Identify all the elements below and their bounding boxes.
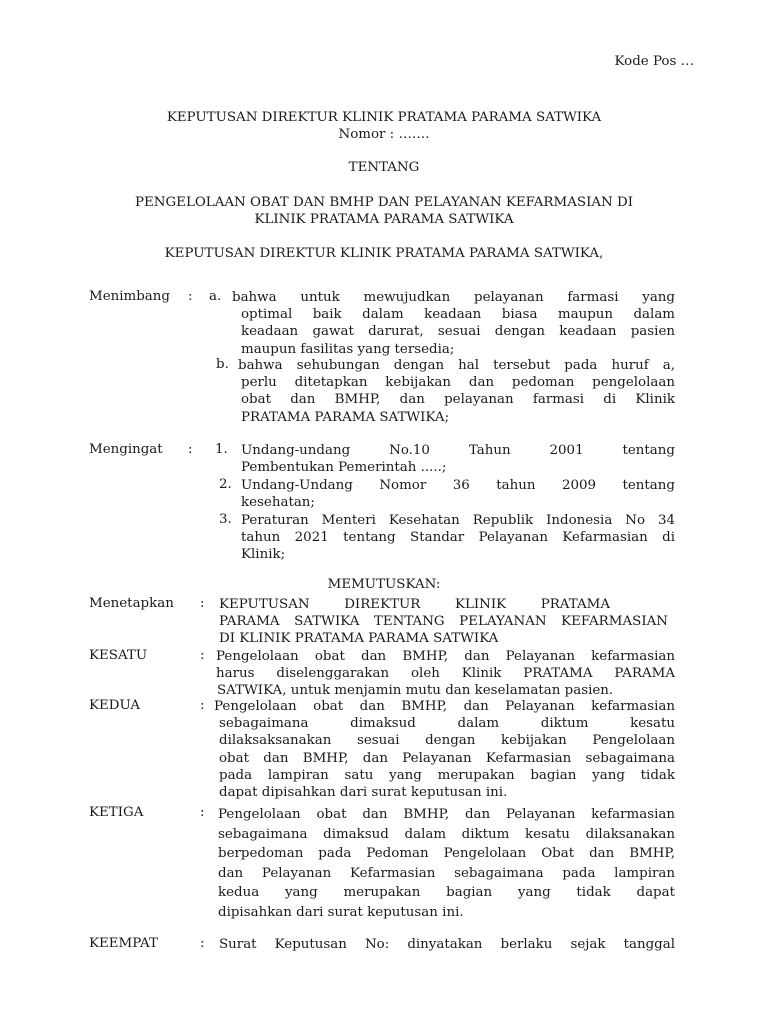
mengingat-marker-2: 2.	[219, 477, 232, 492]
menimbang-item-a	[232, 289, 675, 358]
text-line: obat dan BMHP, dan pelayanan farmasi di Klinik	[241, 392, 675, 408]
text-line: Pengelolaan obat dan BMHP, dan Pelayanan kefarmasian	[216, 649, 675, 664]
postal-code: Kode Pos …	[614, 54, 694, 69]
subject-line-2: KLINIK PRATAMA PARAMA SATWIKA	[254, 212, 514, 227]
issuer-line: KEPUTUSAN DIREKTUR KLINIK PRATAMA PARAMA SATWIKA,	[164, 246, 604, 261]
text-line: harus diselenggarakan oleh Klinik PRATAMA PARAMA	[216, 666, 675, 682]
ketiga-colon: :	[200, 805, 205, 820]
kedua-label: KEDUA	[89, 698, 141, 713]
text-line: bahwa sehubungan dengan hal tersebut pada huruf a,	[238, 358, 675, 373]
text-line: kedua yang merupakan bagian yang tidak dapat	[218, 885, 675, 901]
text-line: bahwa untuk mewujudkan pelayanan farmasi yang	[232, 290, 675, 305]
ketiga-text	[218, 805, 675, 923]
kesatu-colon: :	[200, 648, 205, 663]
text-line: dilaksaksanakan sesuai dengan kebijakan Pengelolaan	[219, 733, 675, 749]
text-line: kesehatan;	[241, 495, 315, 511]
text-line: tahun 2021 tentang Standar Pelayanan Kefarmasian di	[241, 530, 675, 546]
menimbang-marker-b: b.	[216, 357, 229, 372]
text-line: SATWIKA, untuk menjamin mutu dan keselamatan pasien.	[217, 683, 614, 699]
tentang-heading: TENTANG	[348, 160, 420, 175]
text-line: sebagaimana dimaksud dalam diktum kesatu dilaksanakan	[218, 826, 675, 842]
text-line: berpedoman pada Pedoman Pengelolaan Obat dan BMHP,	[218, 846, 675, 862]
mengingat-item-1	[241, 442, 675, 476]
text-line: sebagaimana dimaksud dalam diktum kesatu	[219, 716, 675, 732]
mengingat-marker-1: 1.	[215, 442, 228, 457]
keempat-label: KEEMPAT	[89, 936, 158, 951]
text-line: Surat Keputusan No: dinyatakan berlaku sejak tanggal	[219, 937, 675, 952]
memutuskan-heading: MEMUTUSKAN:	[327, 577, 441, 592]
mengingat-item-2	[241, 477, 675, 511]
text-line: KEPUTUSAN DIREKTUR KLINIK PRATAMA	[219, 597, 610, 612]
mengingat-colon: :	[188, 442, 193, 457]
menimbang-label: Menimbang	[89, 289, 170, 304]
text-line: pada lampiran satu yang merupakan bagian yang tidak	[219, 767, 675, 783]
text-line: Klinik;	[241, 547, 286, 563]
mengingat-marker-3: 3.	[219, 512, 232, 527]
text-line: dipisahkan dari surat keputusan ini.	[218, 904, 464, 920]
text-line: PARAMA SATWIKA TENTANG PELAYANAN KEFARMASIAN	[219, 614, 668, 630]
keempat-colon: :	[200, 936, 205, 951]
decree-title: KEPUTUSAN DIREKTUR KLINIK PRATAMA PARAMA SATWIKA	[166, 110, 602, 125]
text-line: Undang-Undang Nomor 36 tahun 2009 tentang	[241, 478, 675, 493]
text-line: DI KLINIK PRATAMA PARAMA SATWIKA	[219, 631, 499, 647]
menimbang-colon: :	[188, 289, 193, 304]
text-line: Undang-undang No.10 Tahun 2001 tentang	[241, 443, 675, 458]
menetapkan-text	[219, 596, 668, 648]
text-line: dapat dipisahkan dari surat keputusan ini.	[219, 785, 508, 801]
text-line: perlu ditetapkan kebijakan dan pedoman pengelolaan	[241, 375, 675, 391]
menimbang-item-b	[238, 357, 675, 426]
kedua-text	[214, 698, 675, 801]
kesatu-text	[216, 648, 675, 700]
mengingat-label: Mengingat	[89, 442, 163, 457]
kesatu-label: KESATU	[89, 648, 148, 663]
text-line: optimal baik dalam keadaan biasa maupun dalam	[241, 307, 675, 323]
menetapkan-label: Menetapkan	[89, 596, 174, 611]
text-line: dan Pelayanan Kefarmasian sebagaimana pada lampiran	[218, 865, 675, 881]
text-line: PRATAMA PARAMA SATWIKA;	[241, 409, 450, 425]
text-line: Pembentukan Pemerintah .....;	[241, 460, 447, 476]
text-line: maupun fasilitas yang tersedia;	[241, 341, 455, 357]
keempat-text	[219, 936, 675, 953]
menetapkan-colon: :	[200, 596, 205, 611]
mengingat-item-3	[241, 512, 675, 564]
decree-number: Nomor : …….	[338, 127, 430, 142]
subject-line-1: PENGELOLAAN OBAT DAN BMHP DAN PELAYANAN KEFARMASIAN DI	[134, 195, 634, 210]
text-line: Pengelolaan obat dan BMHP, dan Pelayanan kefarmasian	[218, 807, 675, 822]
text-line: obat dan BMHP, dan Pelayanan Kefarmasian sebagaimana	[219, 750, 675, 766]
text-line: Peraturan Menteri Kesehatan Republik Indonesia No 34	[241, 513, 675, 528]
text-line: keadaan gawat darurat, sesuai dengan keadaan pasien	[241, 324, 675, 340]
kedua-colon: :	[200, 698, 205, 713]
text-line: Pengelolaan obat dan BMHP, dan Pelayanan kefarmasian	[214, 699, 675, 714]
ketiga-label: KETIGA	[89, 805, 144, 820]
menimbang-marker-a: a.	[209, 289, 222, 304]
